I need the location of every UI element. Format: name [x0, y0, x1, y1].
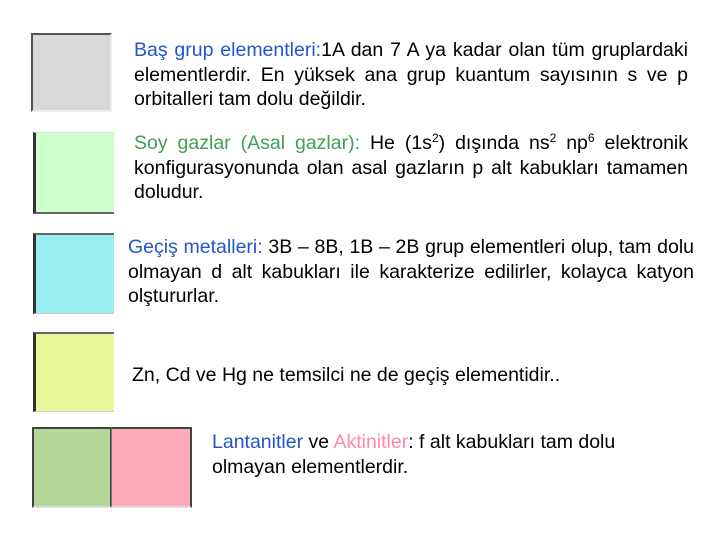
- lanthanide-actinide-text: f alt kabukları tam dolu olmayan elementlerdir.: [212, 431, 616, 478]
- green-swatch: [33, 132, 114, 214]
- noble-gas-paragraph: [134, 131, 688, 205]
- main-group-paragraph: [134, 38, 688, 112]
- actinides-term: Aktinitler: [333, 431, 409, 453]
- noble-gas-text-a: He (1s: [360, 132, 432, 154]
- pink-swatch: [111, 427, 192, 508]
- transition-metals-text: 3B – 8B, 1B – 2B grup elementleri olup, tam dolu olmayan d alt kabukları ile karakterize edilirler, kolayca katyon olştururlar.: [128, 236, 694, 307]
- noble-gas-term: Soy gazlar (Asal gazlar):: [134, 132, 361, 154]
- lanthanide-actinide-paragraph: [212, 430, 692, 479]
- noble-gas-text-c: np: [556, 132, 588, 154]
- noble-gas-sup-c: 6: [587, 131, 595, 145]
- main-group-text: 1A dan 7 A ya kadar olan tüm gruplardaki elementlerdir. En yüksek ana grup kuantum sayısının s ve p orbitalleri tam dolu değildir.: [134, 39, 688, 110]
- connector-text: ve: [303, 431, 334, 453]
- main-group-term: Baş grup elementleri:: [134, 39, 322, 61]
- noble-gas-text-d: elektronik konfigurasyonunda olan asal gazların p alt kabukları tamamen doludur.: [134, 132, 688, 203]
- colon-text: :: [408, 431, 414, 453]
- cyan-swatch: [33, 233, 114, 314]
- gray-swatch: [31, 33, 112, 112]
- lanthanides-term: Lantanitler: [212, 431, 304, 453]
- olive-swatch: [32, 427, 112, 508]
- transition-metals-term: Geçiş metalleri:: [128, 236, 263, 258]
- noble-gas-sup-b: 2: [549, 131, 557, 145]
- noble-gas-text-b: ) dışında ns: [438, 132, 550, 154]
- transition-metals-paragraph: [128, 235, 694, 309]
- noble-gas-sup-a: 2: [431, 131, 439, 145]
- yellow-swatch: [33, 332, 114, 412]
- zn-cd-hg-paragraph: Zn, Cd ve Hg ne temsilci ne de geçiş elementidir..: [132, 364, 561, 386]
